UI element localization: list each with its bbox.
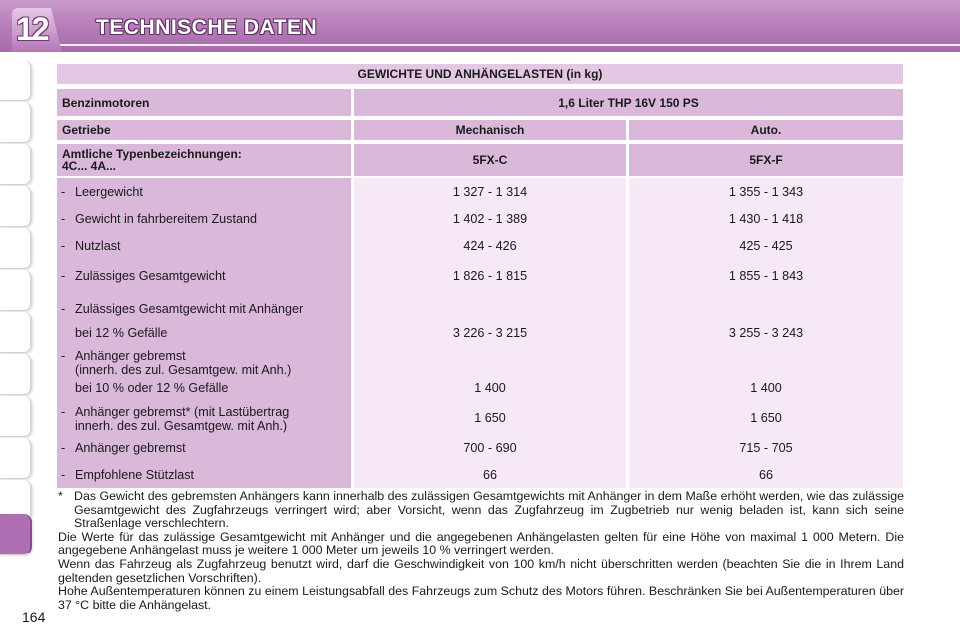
chapter-tab-active[interactable] bbox=[0, 514, 32, 555]
row-label: Leergewicht bbox=[75, 185, 143, 199]
engine-value: 1,6 Liter THP 16V 150 PS bbox=[354, 89, 903, 116]
row-label: Zulässiges Gesamtgewicht bbox=[75, 269, 226, 283]
row-label: Nutzlast bbox=[75, 239, 121, 253]
chapter-tab[interactable] bbox=[0, 354, 32, 395]
row-dash: - bbox=[61, 212, 66, 226]
row-dash: - bbox=[61, 269, 66, 283]
row-value-manual: 1 400 bbox=[474, 381, 506, 395]
notes-section bbox=[58, 490, 904, 612]
row-value-manual: 1 650 bbox=[474, 411, 506, 425]
chapter-tab[interactable] bbox=[0, 228, 32, 269]
row-value-auto: 3 255 - 3 243 bbox=[728, 326, 804, 340]
type-auto: 5FX-F bbox=[629, 144, 903, 176]
page-number: 164 bbox=[22, 609, 46, 625]
row-label: Empfohlene Stützlast bbox=[75, 468, 195, 482]
type-label-line-1: Amtliche Typenbezeichnungen: bbox=[62, 147, 242, 161]
row-label: Zulässiges Gesamtgewicht mit Anhänger bbox=[75, 302, 304, 316]
chapter-tab[interactable] bbox=[0, 60, 32, 101]
chapter-tab[interactable] bbox=[0, 186, 32, 227]
footnote-text: Das Gewicht des gebremsten Anhängers kann innerhalb des zulässigen Gesamtgewichts mit Anhänger in dem Maße erhöht werden, wie das zulässige Gesamtgewicht des Zugfahrzeugs verringert wird; aber Vorsicht, wenn das Zugfahrzeug im Zugbetrieb nur wenig beladen ist, kann sich seine Straßenlage verschlechtern. bbox=[74, 489, 904, 531]
row-value-auto: 1 855 - 1 843 bbox=[728, 269, 804, 283]
chapter-tab[interactable] bbox=[0, 144, 32, 185]
header-divider bbox=[60, 44, 960, 46]
row-value-auto: 1 355 - 1 343 bbox=[728, 185, 804, 199]
type-row bbox=[57, 144, 903, 176]
row-label: bei 10 % oder 12 % Gefälle bbox=[75, 381, 229, 395]
chapter-tab[interactable] bbox=[0, 102, 32, 143]
row-label: Gewicht in fahrbereitem Zustand bbox=[75, 212, 257, 226]
type-label-line-2: 4C... 4A... bbox=[62, 159, 117, 173]
row-label: Anhänger gebremst* (mit Lastübertrag bbox=[75, 405, 290, 419]
row-value-auto: 715 - 705 bbox=[739, 441, 793, 455]
row-value-manual: 66 bbox=[482, 468, 497, 482]
row-value-manual: 1 826 - 1 815 bbox=[452, 269, 528, 283]
table-caption: GEWICHTE UND ANHÄNGELASTEN (in kg) bbox=[57, 64, 903, 84]
type-label bbox=[57, 144, 351, 176]
page-title: TECHNISCHE DATEN bbox=[96, 16, 318, 39]
chapter-tab[interactable] bbox=[0, 312, 32, 353]
note-paragraph: Wenn das Fahrzeug als Zugfahrzeug benutzt wird, darf die Geschwindigkeit von 100 km/h nicht überschritten werden (beachten Sie die in Ihrem Land geltenden gesetzlichen Vorschriften). bbox=[58, 556, 904, 585]
chapter-tabs bbox=[0, 60, 34, 580]
row-label: Anhänger gebremst bbox=[75, 349, 186, 363]
note-paragraph: Die Werte für das zulässige Gesamtgewicht mit Anhänger und die angegebenen Anhängelasten gelten für eine Höhe von maximal 1 000 Metern. Die angegebene Anhängelast muss je weitere 1 000 Meter um jeweils 10 % verringert werden. bbox=[58, 529, 904, 558]
row-dash: - bbox=[61, 441, 66, 455]
row-label-line-2: innerh. des zul. Gesamtgew. mit Anh.) bbox=[75, 419, 288, 433]
row-label-line-2: (innerh. des zul. Gesamtgew. mit Anh.) bbox=[75, 363, 292, 377]
row-value-auto: 1 650 bbox=[750, 411, 782, 425]
row-value-auto: 66 bbox=[758, 468, 773, 482]
table-body bbox=[57, 178, 903, 488]
row-value-auto: 1 400 bbox=[750, 381, 782, 395]
chapter-tab[interactable] bbox=[0, 438, 32, 479]
row-label: bei 12 % Gefälle bbox=[75, 326, 168, 340]
gearbox-row bbox=[57, 120, 903, 140]
engine-row bbox=[57, 89, 903, 116]
row-value-manual: 1 402 - 1 389 bbox=[452, 212, 528, 226]
type-manual: 5FX-C bbox=[354, 144, 626, 176]
note-paragraph: Hohe Außentemperaturen können zu einem Leistungsabfall des Fahrzeugs zum Schutz des Motors führen. Beschränken Sie bei Außentemperaturen über 37 °C bitte die Anhängelast. bbox=[58, 584, 904, 612]
row-dash: - bbox=[61, 405, 66, 419]
footnote-marker: * bbox=[58, 489, 63, 503]
chapter-tab[interactable] bbox=[0, 396, 32, 437]
chapter-number: 12 bbox=[16, 11, 48, 47]
row-value-auto: 425 - 425 bbox=[739, 239, 793, 253]
row-dash: - bbox=[61, 349, 66, 363]
row-value-manual: 424 - 426 bbox=[463, 239, 517, 253]
row-value-auto: 1 430 - 1 418 bbox=[728, 212, 804, 226]
row-label: Anhänger gebremst bbox=[75, 441, 186, 455]
row-dash: - bbox=[61, 185, 66, 199]
row-value-manual: 700 - 690 bbox=[463, 441, 517, 455]
table-caption-row bbox=[57, 64, 903, 84]
row-dash: - bbox=[61, 468, 66, 482]
footnote bbox=[58, 490, 904, 531]
gearbox-manual: Mechanisch bbox=[354, 120, 626, 140]
row-dash: - bbox=[61, 302, 66, 316]
row-value-manual: 1 327 - 1 314 bbox=[452, 185, 528, 199]
engine-label: Benzinmotoren bbox=[57, 89, 351, 116]
gearbox-auto: Auto. bbox=[629, 120, 903, 140]
row-value-manual: 3 226 - 3 215 bbox=[452, 326, 528, 340]
row-dash: - bbox=[61, 239, 66, 253]
gearbox-label: Getriebe bbox=[57, 120, 351, 140]
chapter-tab[interactable] bbox=[0, 270, 32, 311]
